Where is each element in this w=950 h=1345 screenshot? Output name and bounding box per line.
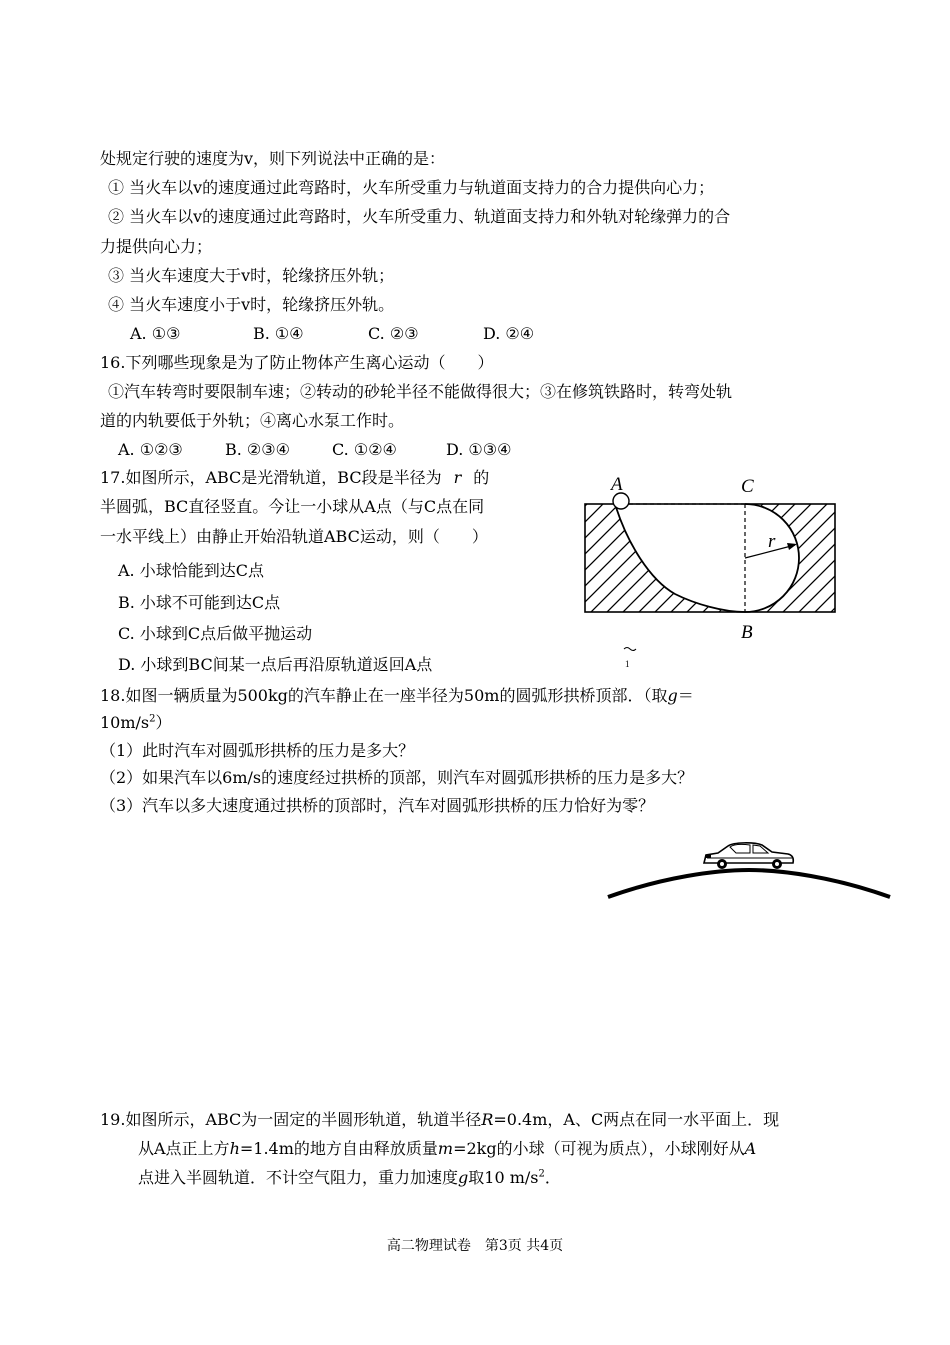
q15-option-b: B. ①④	[253, 324, 304, 343]
q19-line-2c: =2kg的小球（可视为质点），小球刚好从	[453, 1139, 745, 1158]
q17-option-b: B. 小球不可能到达C点	[118, 593, 281, 612]
q18-g-exponent: 2	[149, 713, 156, 725]
q18-g-value: 10m/s	[100, 713, 150, 732]
label-c: C	[741, 476, 754, 497]
q19-line-2b: =1.4m的地方自由释放质量	[239, 1139, 438, 1158]
car	[704, 843, 793, 869]
q19-r-symbol: R	[481, 1110, 494, 1129]
radius-arrowhead	[787, 543, 797, 550]
ball	[613, 493, 629, 509]
q19-m-symbol: m	[437, 1139, 454, 1158]
q15-option-d: D. ②④	[483, 324, 535, 343]
q18-part-2: （2）如果汽车以6m/s的速度经过拱桥的顶部，则汽车对圆弧形拱桥的压力是多大？	[100, 768, 694, 787]
q15-statement-3: ③ 当火车速度大于v时，轮缘挤压外轨；	[108, 266, 395, 285]
q17-line-3: 一水平线上）由静止开始沿轨道ABC运动，则（ ）	[100, 527, 488, 546]
track-right-solid	[745, 504, 835, 612]
q19-line-1b: =0.4m，A、C两点在同一水平面上．现	[493, 1110, 780, 1129]
q16-body-b: 道的内轨要低于外轨；④离心水泵工作时。	[100, 411, 405, 430]
label-a: A	[611, 474, 623, 495]
label-r: r	[768, 531, 776, 552]
q17-option-a: A. 小球恰能到达C点	[118, 561, 264, 580]
q16-option-c: C. ①②④	[332, 440, 397, 459]
track-left-solid	[585, 504, 745, 612]
arch-bridge	[608, 870, 890, 897]
q16-option-a: A. ①②③	[118, 440, 183, 459]
q19-line-2	[138, 1138, 756, 1160]
q16-body-a: ①汽车转弯时要限制车速；②转动的砂轮半径不能做得很大；③在修筑铁路时，转弯处轨	[108, 382, 733, 401]
q19-g-exponent: 2	[538, 1168, 545, 1180]
small-mark-label: 1	[625, 659, 630, 669]
q17-option-c: C. 小球到C点后做平抛运动	[118, 624, 313, 643]
q16-option-d: D. ①③④	[446, 440, 512, 459]
q18-part-3: （3）汽车以多大速度通过拱桥的顶部时，汽车对圆弧形拱桥的压力恰好为零？	[100, 796, 655, 815]
q16-stem: 16.下列哪些现象是为了防止物体产生离心运动（ ）	[100, 353, 494, 372]
label-b: B	[741, 622, 753, 643]
q18-part-1: （1）此时汽车对圆弧形拱桥的压力是多大？	[100, 741, 415, 760]
q15-intro: 处规定行驶的速度为v，则下列说法中正确的是：	[100, 149, 446, 168]
small-squiggle-mark	[624, 648, 636, 651]
q15-statement-1: ① 当火车以v的速度通过此弯路时，火车所受重力与轨道面支持力的合力提供向心力；	[108, 178, 715, 197]
q18-line-1b: ＝	[677, 686, 694, 705]
q17-line-1b: 的	[473, 468, 490, 487]
q16-option-b: B. ②③④	[225, 440, 290, 459]
q17-line-1	[100, 467, 489, 489]
q19-line-3b: 取10 m/s	[468, 1168, 539, 1187]
q19-line-3c: ．	[544, 1168, 561, 1187]
q18-bridge-figure	[604, 826, 894, 906]
q18-line-1	[100, 685, 694, 707]
q17-option-d: D. 小球到BC间某一点后再沿原轨道返回A点	[118, 655, 433, 674]
q15-option-c: C. ②③	[368, 324, 419, 343]
q19-g-symbol: g	[458, 1168, 469, 1187]
q15-statement-2a: ② 当火车以v的速度通过此弯路时，火车所受重力、轨道面支持力和外轨对轮缘弹力的合	[108, 207, 731, 226]
q19-h-symbol: h	[229, 1139, 240, 1158]
q15-statement-4: ④ 当火车速度小于v时，轮缘挤压外轨。	[108, 295, 395, 314]
q18-line-2	[100, 712, 172, 734]
q17-line-1a: 17.如图所示，ABC是光滑轨道，BC段是半径为	[100, 468, 442, 487]
q19-line-1a: 19.如图所示，ABC为一固定的半圆形轨道，轨道半径	[100, 1110, 482, 1129]
q15-option-a: A. ①③	[130, 324, 181, 343]
q19-line-3a: 点进入半圆轨道．不计空气阻力，重力加速度	[138, 1168, 459, 1187]
page-footer: 高二物理试卷 第3页 共4页	[386, 1238, 564, 1254]
q19-line-2a: 从A点正上方	[138, 1139, 230, 1158]
q18-g-symbol: g	[667, 686, 678, 705]
q15-statement-2b: 力提供向心力；	[100, 237, 213, 256]
q17-radius-symbol: r	[453, 468, 462, 487]
q17-track-figure	[575, 468, 845, 678]
q19-line-3	[138, 1167, 561, 1189]
q19-a-symbol: A	[744, 1139, 757, 1158]
q18-line-2b: ）	[155, 713, 172, 732]
q19-line-1	[100, 1109, 779, 1131]
q18-line-1a: 18.如图一辆质量为500kg的汽车静止在一座半径为50m的圆弧形拱桥顶部．（取	[100, 686, 668, 705]
q17-line-2: 半圆弧，BC直径竖直。今让一小球从A点（与C点在同	[100, 497, 485, 516]
